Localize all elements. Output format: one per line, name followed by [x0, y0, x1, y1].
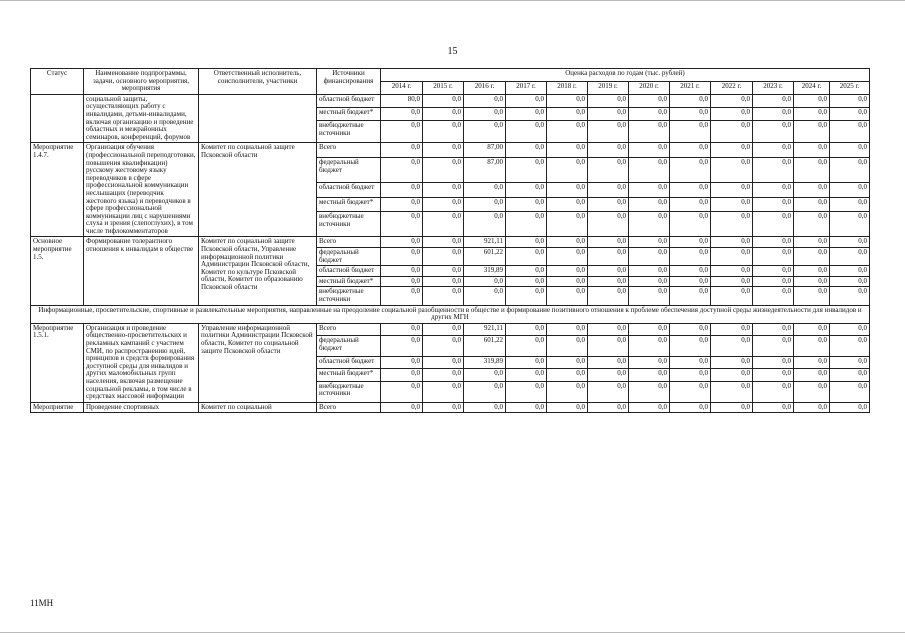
value-cell: 0,0 — [670, 183, 711, 198]
value-cell: 0,0 — [794, 369, 830, 381]
value-cell: 0,0 — [588, 197, 629, 212]
value-cell: 0,0 — [830, 143, 870, 158]
footer-code: 11МН — [30, 598, 54, 608]
value-cell: 0,0 — [670, 197, 711, 212]
value-cell: 0,0 — [588, 357, 629, 369]
value-cell: 0,0 — [588, 369, 629, 381]
header-status: Статус — [31, 69, 84, 95]
value-cell: 0,0 — [506, 369, 547, 381]
value-cell: 319,89 — [464, 357, 506, 369]
value-cell: 0,0 — [506, 357, 547, 369]
value-cell: 0,0 — [830, 287, 870, 305]
value-cell: 0,0 — [711, 157, 753, 182]
value-cell: 0,0 — [464, 183, 506, 198]
header-name: Наименование подпрограммы, задачи, основного мероприятия, мероприятия — [84, 69, 199, 95]
value-cell: 0,0 — [711, 276, 753, 287]
value-cell: 0,0 — [670, 336, 711, 357]
year-header: 2023 г. — [753, 81, 794, 94]
section-heading: Информационные, просветительские, спортивные и развлекательные мероприятия, направленные на преодоление социальной разобщенности в обществе и формирование позитивного отношения к проблеме обеспечения доступной среды жизнедеятельности для инвалидов и других МГН — [31, 305, 870, 323]
year-header: 2015 г. — [423, 81, 464, 94]
value-cell: 0,0 — [423, 197, 464, 212]
value-cell: 0,0 — [670, 402, 711, 413]
source-cell: областной бюджет — [317, 94, 381, 107]
value-cell: 0,0 — [506, 157, 547, 182]
value-cell: 0,0 — [629, 357, 670, 369]
source-cell: внебюджетные источники — [317, 287, 381, 305]
value-cell: 0,0 — [629, 248, 670, 266]
value-cell: 0,0 — [711, 402, 753, 413]
value-cell: 0,0 — [588, 107, 629, 120]
value-cell: 0,0 — [547, 197, 588, 212]
scan-bottom-edge — [0, 632, 905, 633]
value-cell: 0,0 — [670, 248, 711, 266]
value-cell: 0,0 — [794, 212, 830, 237]
value-cell: 0,0 — [753, 369, 794, 381]
value-cell: 0,0 — [670, 120, 711, 142]
value-cell: 0,0 — [423, 120, 464, 142]
year-header: 2014 г. — [381, 81, 423, 94]
value-cell: 0,0 — [830, 323, 870, 335]
value-cell: 0,0 — [830, 157, 870, 182]
value-cell: 0,0 — [830, 357, 870, 369]
source-cell: областной бюджет — [317, 183, 381, 198]
value-cell: 0,0 — [830, 212, 870, 237]
value-cell: 0,0 — [423, 402, 464, 413]
value-cell: 0,0 — [423, 237, 464, 248]
source-cell: внебюджетные источники — [317, 212, 381, 237]
year-header: 2021 г. — [670, 81, 711, 94]
value-cell: 0,0 — [629, 212, 670, 237]
value-cell: 0,0 — [753, 336, 794, 357]
header-estimate: Оценка расходов по годам (тыс. рублей) — [381, 69, 870, 82]
value-cell: 0,0 — [506, 197, 547, 212]
value-cell: 0,0 — [381, 197, 423, 212]
table-body — [31, 94, 870, 413]
value-cell: 0,0 — [794, 107, 830, 120]
value-cell: 0,0 — [794, 143, 830, 158]
value-cell: 0,0 — [794, 381, 830, 402]
value-cell: 0,0 — [464, 369, 506, 381]
value-cell: 0,0 — [670, 357, 711, 369]
value-cell: 0,0 — [794, 287, 830, 305]
name-cell: Организация обучения (профессиональной переподготовки, повышения квалификации) русскому жестовому языку переводчиков в сфере профессиональной коммуникации неслышащих (переводчик жестового языка) и переводчиков в сфере профессиональной коммуникации лиц с нарушениями слуха и зрения (слепоглухих), в том числе тифлокомментаторов — [84, 143, 199, 237]
value-cell: 0,0 — [794, 323, 830, 335]
value-cell: 0,0 — [547, 381, 588, 402]
value-cell: 0,0 — [464, 120, 506, 142]
value-cell: 0,0 — [423, 323, 464, 335]
value-cell: 0,0 — [711, 120, 753, 142]
value-cell: 0,0 — [547, 212, 588, 237]
value-cell: 0,0 — [423, 107, 464, 120]
value-cell: 0,0 — [588, 237, 629, 248]
value-cell: 921,11 — [464, 323, 506, 335]
value-cell: 0,0 — [464, 107, 506, 120]
value-cell: 0,0 — [629, 323, 670, 335]
value-cell: 0,0 — [547, 369, 588, 381]
value-cell: 0,0 — [629, 336, 670, 357]
value-cell: 0,0 — [670, 323, 711, 335]
executor-cell: Комитет по социальной защите Псковской области — [199, 143, 317, 237]
value-cell: 0,0 — [381, 323, 423, 335]
value-cell: 0,0 — [711, 237, 753, 248]
value-cell: 0,0 — [423, 94, 464, 107]
value-cell: 0,0 — [794, 237, 830, 248]
executor-cell: Комитет по социальной защите Псковской области, Управление информационной политики Администрации Псковской области, Комитет по культуре Псковской области, Комитет по образованию Псковской области — [199, 237, 317, 305]
value-cell: 0,0 — [464, 287, 506, 305]
value-cell: 0,0 — [423, 369, 464, 381]
value-cell: 0,0 — [423, 183, 464, 198]
value-cell: 0,0 — [753, 212, 794, 237]
value-cell: 0,0 — [506, 287, 547, 305]
value-cell: 0,0 — [753, 197, 794, 212]
value-cell: 0,0 — [629, 287, 670, 305]
value-cell: 0,0 — [506, 336, 547, 357]
value-cell: 0,0 — [711, 248, 753, 266]
value-cell: 0,0 — [711, 381, 753, 402]
value-cell: 0,0 — [794, 402, 830, 413]
value-cell: 0,0 — [464, 402, 506, 413]
value-cell: 0,0 — [381, 357, 423, 369]
source-cell: местный бюджет* — [317, 369, 381, 381]
value-cell: 0,0 — [794, 276, 830, 287]
status-cell: Мероприятие — [31, 402, 84, 413]
value-cell: 0,0 — [506, 276, 547, 287]
value-cell: 0,0 — [794, 266, 830, 277]
value-cell: 0,0 — [423, 143, 464, 158]
value-cell: 0,0 — [629, 143, 670, 158]
value-cell: 0,0 — [629, 157, 670, 182]
value-cell: 0,0 — [711, 266, 753, 277]
value-cell: 0,0 — [830, 197, 870, 212]
value-cell: 0,0 — [588, 183, 629, 198]
value-cell: 0,0 — [464, 381, 506, 402]
value-cell: 87,00 — [464, 143, 506, 158]
value-cell: 0,0 — [423, 357, 464, 369]
value-cell: 0,0 — [588, 120, 629, 142]
value-cell: 0,0 — [588, 287, 629, 305]
value-cell: 0,0 — [547, 107, 588, 120]
source-cell: местный бюджет* — [317, 197, 381, 212]
value-cell: 601,22 — [464, 248, 506, 266]
value-cell: 0,0 — [506, 183, 547, 198]
header-executor: Ответственный исполнитель, соисполнители, участники — [199, 69, 317, 95]
value-cell: 0,0 — [753, 183, 794, 198]
value-cell: 0,0 — [711, 94, 753, 107]
page-number: 15 — [447, 46, 458, 57]
value-cell: 0,0 — [830, 107, 870, 120]
budget-table — [30, 68, 870, 413]
source-cell: федеральный бюджет — [317, 248, 381, 266]
value-cell: 0,0 — [423, 266, 464, 277]
value-cell: 0,0 — [381, 369, 423, 381]
value-cell: 0,0 — [830, 276, 870, 287]
source-cell: местный бюджет* — [317, 107, 381, 120]
table-row — [31, 237, 870, 248]
value-cell: 0,0 — [381, 248, 423, 266]
value-cell: 0,0 — [506, 107, 547, 120]
name-cell: Организация и проведение общественно-просветительских и рекламных кампаний с участием СМИ, по распространению идей, принципов и средств формирования доступной среды для инвалидов и других маломобильных групп населения, включая размещение социальной рекламы, в том числе в средствах массовой информации — [84, 323, 199, 402]
value-cell: 0,0 — [753, 287, 794, 305]
value-cell: 0,0 — [506, 248, 547, 266]
value-cell: 0,0 — [629, 183, 670, 198]
source-cell: внебюджетные источники — [317, 381, 381, 402]
table-row — [31, 94, 870, 107]
value-cell: 0,0 — [794, 248, 830, 266]
value-cell: 0,0 — [753, 266, 794, 277]
value-cell: 0,0 — [629, 107, 670, 120]
value-cell: 0,0 — [547, 357, 588, 369]
value-cell: 0,0 — [794, 183, 830, 198]
value-cell: 0,0 — [830, 402, 870, 413]
value-cell: 319,89 — [464, 266, 506, 277]
value-cell: 0,0 — [464, 94, 506, 107]
value-cell: 0,0 — [711, 336, 753, 357]
value-cell: 0,0 — [830, 120, 870, 142]
year-header: 2024 г. — [794, 81, 830, 94]
value-cell: 0,0 — [670, 107, 711, 120]
year-header: 2018 г. — [547, 81, 588, 94]
source-cell: федеральный бюджет — [317, 157, 381, 182]
value-cell: 0,0 — [794, 94, 830, 107]
value-cell: 0,0 — [629, 197, 670, 212]
value-cell: 0,0 — [629, 381, 670, 402]
value-cell: 0,0 — [753, 143, 794, 158]
value-cell: 0,0 — [711, 287, 753, 305]
value-cell: 0,0 — [588, 94, 629, 107]
value-cell: 601,22 — [464, 336, 506, 357]
value-cell: 0,0 — [381, 212, 423, 237]
value-cell: 80,0 — [381, 94, 423, 107]
value-cell: 0,0 — [588, 266, 629, 277]
value-cell: 0,0 — [711, 369, 753, 381]
value-cell: 0,0 — [381, 336, 423, 357]
value-cell: 0,0 — [506, 323, 547, 335]
value-cell: 0,0 — [381, 107, 423, 120]
value-cell: 0,0 — [506, 266, 547, 277]
value-cell: 0,0 — [670, 276, 711, 287]
source-cell: Всего — [317, 237, 381, 248]
status-cell: Мероприятие 1.5.1. — [31, 323, 84, 402]
value-cell: 0,0 — [794, 120, 830, 142]
value-cell: 0,0 — [830, 183, 870, 198]
table-row — [31, 323, 870, 335]
value-cell: 0,0 — [753, 323, 794, 335]
value-cell: 0,0 — [588, 157, 629, 182]
year-header: 2020 г. — [629, 81, 670, 94]
value-cell: 0,0 — [588, 323, 629, 335]
value-cell: 0,0 — [629, 369, 670, 381]
value-cell: 0,0 — [381, 266, 423, 277]
value-cell: 0,0 — [588, 248, 629, 266]
value-cell: 0,0 — [547, 323, 588, 335]
value-cell: 0,0 — [794, 197, 830, 212]
value-cell: 0,0 — [753, 107, 794, 120]
value-cell: 0,0 — [423, 212, 464, 237]
value-cell: 0,0 — [711, 357, 753, 369]
value-cell: 0,0 — [711, 197, 753, 212]
value-cell: 0,0 — [381, 120, 423, 142]
scan-top-edge — [0, 0, 905, 1]
value-cell: 0,0 — [423, 276, 464, 287]
source-cell: федеральный бюджет — [317, 336, 381, 357]
value-cell: 0,0 — [506, 120, 547, 142]
value-cell: 0,0 — [547, 94, 588, 107]
source-cell: Всего — [317, 402, 381, 413]
executor-cell — [199, 94, 317, 143]
name-cell: Проведение спортивных — [84, 402, 199, 413]
value-cell: 0,0 — [506, 402, 547, 413]
value-cell: 0,0 — [830, 369, 870, 381]
year-header: 2019 г. — [588, 81, 629, 94]
value-cell: 0,0 — [464, 212, 506, 237]
value-cell: 0,0 — [506, 381, 547, 402]
value-cell: 0,0 — [629, 237, 670, 248]
value-cell: 0,0 — [423, 381, 464, 402]
value-cell: 0,0 — [629, 266, 670, 277]
value-cell: 0,0 — [753, 237, 794, 248]
value-cell: 0,0 — [381, 287, 423, 305]
value-cell: 0,0 — [753, 248, 794, 266]
value-cell: 0,0 — [588, 143, 629, 158]
value-cell: 0,0 — [381, 143, 423, 158]
value-cell: 0,0 — [423, 248, 464, 266]
value-cell: 0,0 — [711, 143, 753, 158]
executor-cell: Комитет по социальной — [199, 402, 317, 413]
value-cell: 0,0 — [670, 143, 711, 158]
value-cell: 0,0 — [711, 323, 753, 335]
value-cell: 0,0 — [629, 94, 670, 107]
value-cell: 0,0 — [381, 402, 423, 413]
header-sources: Источники финансирования — [317, 69, 381, 95]
name-cell: социальной защиты, осуществляющих работу с инвалидами, детьми-инвалидами, включая организацию и проведение областных и межрайонных семинаров, конференций, форумов — [84, 94, 199, 143]
value-cell: 0,0 — [830, 266, 870, 277]
value-cell: 0,0 — [547, 336, 588, 357]
status-cell — [31, 94, 84, 143]
value-cell: 0,0 — [381, 183, 423, 198]
value-cell: 0,0 — [670, 157, 711, 182]
value-cell: 0,0 — [381, 237, 423, 248]
value-cell: 0,0 — [423, 287, 464, 305]
year-header: 2025 г. — [830, 81, 870, 94]
value-cell: 0,0 — [547, 120, 588, 142]
value-cell: 0,0 — [506, 212, 547, 237]
value-cell: 0,0 — [629, 402, 670, 413]
value-cell: 0,0 — [830, 248, 870, 266]
value-cell: 0,0 — [753, 402, 794, 413]
value-cell: 0,0 — [464, 197, 506, 212]
source-cell: Всего — [317, 143, 381, 158]
value-cell: 0,0 — [830, 381, 870, 402]
value-cell: 0,0 — [547, 266, 588, 277]
value-cell: 0,0 — [830, 237, 870, 248]
year-header: 2022 г. — [711, 81, 753, 94]
executor-cell: Управление информационной политики Администрации Псковской области, Комитет по социальной защите Псковской области — [199, 323, 317, 402]
value-cell: 0,0 — [547, 248, 588, 266]
value-cell: 0,0 — [753, 94, 794, 107]
value-cell: 0,0 — [588, 402, 629, 413]
value-cell: 0,0 — [670, 287, 711, 305]
table-row — [31, 143, 870, 158]
value-cell: 0,0 — [547, 402, 588, 413]
value-cell: 0,0 — [753, 357, 794, 369]
value-cell: 0,0 — [753, 381, 794, 402]
value-cell: 0,0 — [506, 94, 547, 107]
value-cell: 0,0 — [753, 157, 794, 182]
value-cell: 0,0 — [464, 276, 506, 287]
value-cell: 0,0 — [547, 237, 588, 248]
value-cell: 0,0 — [753, 276, 794, 287]
value-cell: 0,0 — [423, 157, 464, 182]
value-cell: 0,0 — [588, 381, 629, 402]
value-cell: 0,0 — [670, 381, 711, 402]
value-cell: 0,0 — [711, 107, 753, 120]
value-cell: 0,0 — [670, 237, 711, 248]
year-header: 2016 г. — [464, 81, 506, 94]
source-cell: местный бюджет* — [317, 276, 381, 287]
value-cell: 0,0 — [588, 336, 629, 357]
value-cell: 0,0 — [794, 357, 830, 369]
value-cell: 0,0 — [711, 212, 753, 237]
value-cell: 0,0 — [547, 183, 588, 198]
value-cell: 0,0 — [547, 287, 588, 305]
value-cell: 0,0 — [381, 381, 423, 402]
source-cell: внебюджетные источники — [317, 120, 381, 142]
value-cell: 0,0 — [830, 336, 870, 357]
value-cell: 0,0 — [711, 183, 753, 198]
value-cell: 0,0 — [670, 212, 711, 237]
value-cell: 0,0 — [753, 120, 794, 142]
year-header: 2017 г. — [506, 81, 547, 94]
source-cell: областной бюджет — [317, 357, 381, 369]
value-cell: 0,0 — [670, 369, 711, 381]
value-cell: 0,0 — [423, 336, 464, 357]
table-row — [31, 402, 870, 413]
value-cell: 0,0 — [670, 94, 711, 107]
value-cell: 0,0 — [588, 212, 629, 237]
status-cell: Основное мероприятие 1.5. — [31, 237, 84, 305]
value-cell: 0,0 — [547, 157, 588, 182]
value-cell: 0,0 — [506, 143, 547, 158]
value-cell: 0,0 — [629, 276, 670, 287]
value-cell: 87,00 — [464, 157, 506, 182]
status-cell: Мероприятие 1.4.7. — [31, 143, 84, 237]
value-cell: 0,0 — [381, 157, 423, 182]
value-cell: 0,0 — [670, 266, 711, 277]
value-cell: 0,0 — [381, 276, 423, 287]
value-cell: 0,0 — [830, 94, 870, 107]
value-cell: 921,11 — [464, 237, 506, 248]
name-cell: Формирование толерантного отношения к инвалидам в обществе — [84, 237, 199, 305]
value-cell: 0,0 — [506, 237, 547, 248]
value-cell: 0,0 — [547, 276, 588, 287]
source-cell: Всего — [317, 323, 381, 335]
value-cell: 0,0 — [588, 276, 629, 287]
value-cell: 0,0 — [547, 143, 588, 158]
value-cell: 0,0 — [794, 157, 830, 182]
value-cell: 0,0 — [629, 120, 670, 142]
source-cell: областной бюджет — [317, 266, 381, 277]
value-cell: 0,0 — [794, 336, 830, 357]
